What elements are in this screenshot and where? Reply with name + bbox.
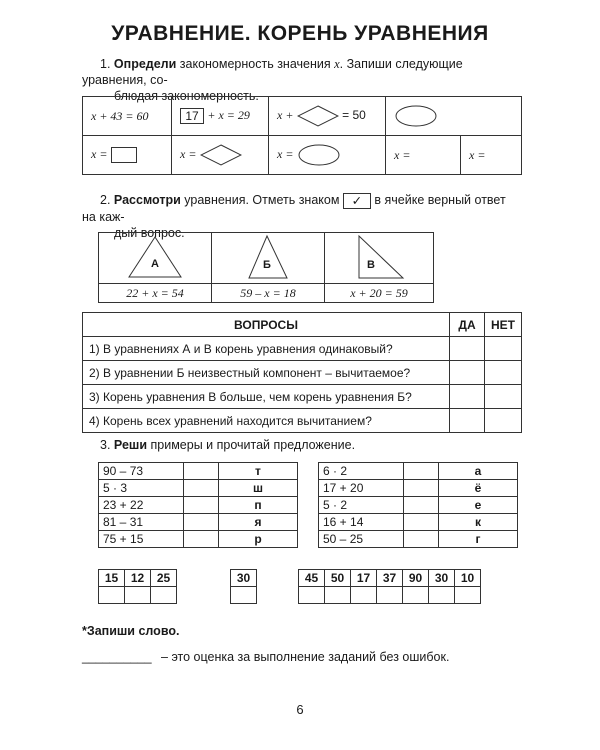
answer-number: 50 — [325, 570, 351, 587]
letter-cell[interactable] — [403, 587, 429, 604]
square-box: 17 — [180, 108, 204, 124]
answer-cell[interactable]: x = — [172, 136, 269, 175]
example-letter: а — [439, 463, 518, 480]
triangle-b-icon — [243, 234, 293, 280]
example-letter: е — [439, 497, 518, 514]
answer-number: 12 — [125, 570, 151, 587]
answer-number: 30 — [429, 570, 455, 587]
questions-table — [82, 312, 522, 433]
answer-cell[interactable] — [404, 514, 439, 531]
example-letter: я — [219, 514, 298, 531]
example-expression: 23 + 22 — [99, 497, 184, 514]
example-letter: ш — [219, 480, 298, 497]
examples-left-table — [98, 462, 298, 548]
letter-cell[interactable] — [299, 587, 325, 604]
page-title: УРАВНЕНИЕ. КОРЕНЬ УРАВНЕНИЯ — [111, 22, 489, 45]
answer-number: 30 — [231, 570, 257, 587]
letter-cell[interactable] — [455, 587, 481, 604]
answer-cell[interactable] — [404, 463, 439, 480]
example-letter: т — [219, 463, 298, 480]
example-expression: 16 + 14 — [319, 514, 404, 531]
figure-equation: 22 + x = 54 — [99, 284, 212, 303]
example-expression: 90 – 73 — [99, 463, 184, 480]
checkmark-icon: ✓ — [343, 193, 371, 209]
example-expression: 50 – 25 — [319, 531, 404, 548]
answer-number: 45 — [299, 570, 325, 587]
examples-right-table — [318, 462, 518, 548]
question-text: 2) В уравнении Б неизвестный компонент – вычитаемое? — [83, 361, 450, 385]
example-expression: 6 · 2 — [319, 463, 404, 480]
letter-cell[interactable] — [99, 587, 125, 604]
ellipse-shape — [394, 104, 438, 128]
header-yes: ДА — [450, 313, 485, 337]
rect-box — [111, 147, 137, 163]
answer-number: 37 — [377, 570, 403, 587]
triangle-c-icon — [351, 234, 407, 280]
example-letter: к — [439, 514, 518, 531]
answer-cell[interactable] — [184, 497, 219, 514]
letter-cell[interactable] — [429, 587, 455, 604]
no-cell[interactable] — [485, 385, 522, 409]
question-text: 3) Корень уравнения В больше, чем корень уравнения Б? — [83, 385, 450, 409]
diamond-shape — [200, 144, 242, 166]
equation-cell — [386, 97, 522, 136]
answer-number: 17 — [351, 570, 377, 587]
letter-cell[interactable] — [325, 587, 351, 604]
figures-table — [98, 232, 434, 303]
answer-number: 15 — [99, 570, 125, 587]
answer-word-1 — [98, 569, 177, 604]
figure-label: Б — [263, 258, 271, 271]
answer-cell[interactable] — [184, 514, 219, 531]
answer-cell[interactable]: x = — [83, 136, 172, 175]
figure-label: В — [367, 258, 375, 271]
answer-word-3 — [298, 569, 481, 604]
example-expression: 5 · 3 — [99, 480, 184, 497]
answer-cell[interactable] — [404, 497, 439, 514]
answer-number: 10 — [455, 570, 481, 587]
figure-equation: x + 20 = 59 — [325, 284, 434, 303]
header-questions: ВОПРОСЫ — [83, 313, 450, 337]
answer-cell[interactable] — [184, 531, 219, 548]
equation-cell: x + = 50 — [269, 97, 386, 136]
answer-cell[interactable]: x = — [386, 136, 461, 175]
figure-label: А — [151, 257, 159, 270]
example-expression: 5 · 2 — [319, 497, 404, 514]
letter-cell[interactable] — [125, 587, 151, 604]
answer-cell[interactable] — [404, 480, 439, 497]
letter-cell[interactable] — [151, 587, 177, 604]
no-cell[interactable] — [485, 409, 522, 433]
letter-cell[interactable] — [351, 587, 377, 604]
triangle-a-icon — [125, 235, 185, 279]
example-letter: г — [439, 531, 518, 548]
example-letter: ё — [439, 480, 518, 497]
letter-cell[interactable] — [231, 587, 257, 604]
answer-number: 25 — [151, 570, 177, 587]
figure-cell — [325, 233, 434, 284]
answer-cell[interactable] — [184, 463, 219, 480]
example-letter: п — [219, 497, 298, 514]
yes-cell[interactable] — [450, 361, 485, 385]
letter-cell[interactable] — [377, 587, 403, 604]
sentence-line — [82, 650, 449, 664]
equation-cell: 17 + x = 29 — [172, 97, 269, 136]
sentence-text: – это оценка за выполнение заданий без ошибок. — [161, 650, 450, 664]
answer-word-2 — [230, 569, 257, 604]
answer-cell[interactable] — [184, 480, 219, 497]
no-cell[interactable] — [485, 337, 522, 361]
task1-text: 1. Определи закономерность значения x. Запиши следующие уравнения, со- блюдая закономерность. — [82, 57, 463, 103]
example-expression: 17 + 20 — [319, 480, 404, 497]
page-number: 6 — [296, 702, 304, 717]
write-word-heading: *Запиши слово. — [82, 624, 180, 638]
task3-text: 3. Реши примеры и прочитай предложение. — [100, 438, 356, 452]
answer-cell[interactable] — [404, 531, 439, 548]
figure-equation: 59 – x = 18 — [212, 284, 325, 303]
example-letter: р — [219, 531, 298, 548]
example-expression: 81 – 31 — [99, 514, 184, 531]
question-text: 4) Корень всех уравнений находится вычитанием? — [83, 409, 450, 433]
figure-cell — [212, 233, 325, 284]
task2-text: 2. Рассмотри уравнения. Отметь знаком ✓ в ячейке верный ответ на каж- дый вопрос. — [82, 193, 506, 240]
equation-cell: x + 43 = 60 — [83, 97, 172, 136]
yes-cell[interactable] — [450, 409, 485, 433]
pattern-table — [82, 96, 522, 175]
no-cell[interactable] — [485, 361, 522, 385]
answer-number: 90 — [403, 570, 429, 587]
diamond-shape — [297, 105, 339, 127]
yes-cell[interactable] — [450, 337, 485, 361]
answer-cell[interactable]: x = — [461, 136, 522, 175]
ellipse-shape — [297, 143, 341, 167]
figure-cell — [99, 233, 212, 284]
header-no: НЕТ — [485, 313, 522, 337]
yes-cell[interactable] — [450, 385, 485, 409]
example-expression: 75 + 15 — [99, 531, 184, 548]
question-text: 1) В уравнениях А и В корень уравнения одинаковый? — [83, 337, 450, 361]
blank-answer-line[interactable]: __________ — [82, 650, 152, 664]
answer-cell[interactable]: x = — [269, 136, 386, 175]
